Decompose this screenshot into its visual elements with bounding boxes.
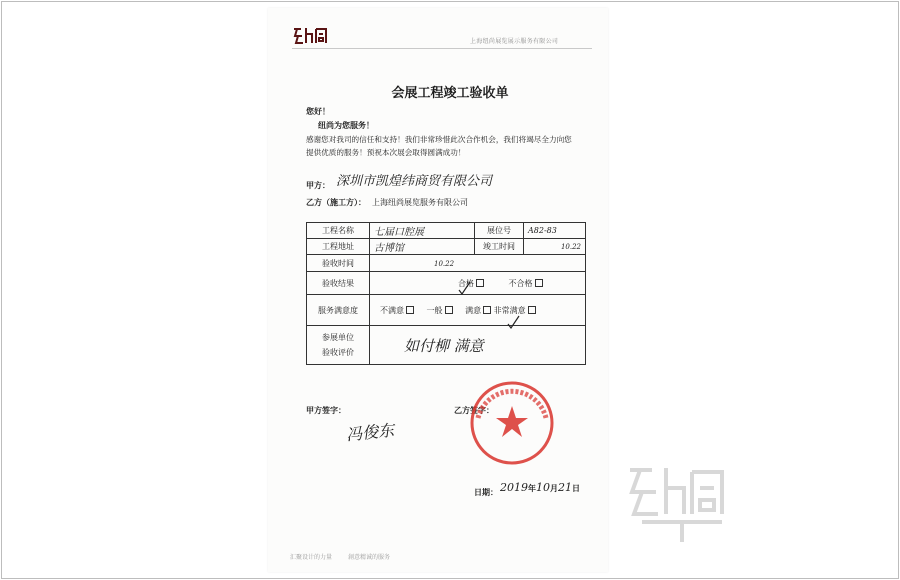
accept-time-label: 验收时间 bbox=[307, 255, 370, 272]
day-char: 日 bbox=[572, 484, 580, 493]
body-text-1: 感谢您对我司的信任和支持！我们非常珍惜此次合作机会，我们将竭尽全力向您 bbox=[306, 135, 572, 144]
project-name-label: 工程名称 bbox=[307, 223, 370, 239]
satisfied-check-mark bbox=[505, 314, 521, 332]
normal-checkbox bbox=[445, 306, 453, 314]
project-name-handwritten: 七届口腔展 bbox=[374, 227, 424, 238]
header-divider bbox=[292, 48, 592, 49]
pass-label: 合格 bbox=[458, 278, 474, 288]
date-label: 日期： bbox=[474, 488, 498, 497]
very-satisfied-checkbox bbox=[528, 306, 536, 314]
eval-label-line-2: 验收评价 bbox=[322, 348, 354, 357]
acceptance-table bbox=[306, 222, 586, 365]
header-company-name: 上海纽尚展览展示服务有限公司 bbox=[470, 38, 559, 45]
booth-cell bbox=[524, 223, 586, 239]
pass-checkbox bbox=[476, 279, 484, 287]
normal-label: 一般 bbox=[426, 305, 443, 315]
finish-time-cell bbox=[524, 239, 586, 255]
fail-checkbox bbox=[535, 279, 543, 287]
date-month-handwritten: 10 bbox=[536, 481, 550, 494]
satisfaction-label: 服务满意度 bbox=[307, 295, 370, 326]
footer-right: 創意精诚的服务 bbox=[348, 554, 391, 561]
booth-label: 展位号 bbox=[475, 223, 524, 239]
party-a-sign-label: 甲方签字： bbox=[306, 406, 346, 415]
evaluation-handwritten: 如付柳 满意 bbox=[404, 336, 484, 355]
party-a-handwritten: 深圳市凯煌纬商贸有限公司 bbox=[336, 174, 493, 189]
service-line: 纽尚为您服务！ bbox=[318, 121, 374, 130]
company-seal bbox=[460, 378, 564, 468]
finish-time-handwritten: 10.22 bbox=[560, 243, 581, 251]
booth-handwritten: A82-83 bbox=[528, 226, 557, 235]
project-name-cell bbox=[370, 223, 475, 239]
address-label: 工程地址 bbox=[307, 239, 370, 255]
party-b-sign-label: 乙方签字： bbox=[454, 406, 494, 415]
accept-time-cell bbox=[370, 255, 586, 272]
accept-time-handwritten: 10.22 bbox=[434, 259, 455, 268]
address-cell bbox=[370, 239, 475, 255]
company-logo bbox=[292, 26, 330, 46]
address-handwritten: 古博馆 bbox=[374, 243, 404, 254]
result-cell bbox=[370, 272, 586, 295]
party-a-signature: 冯俊东 bbox=[345, 420, 395, 445]
logo-watermark bbox=[622, 462, 732, 546]
date-line bbox=[500, 481, 580, 494]
footer-left: 汇聚设计的力量 bbox=[290, 554, 333, 561]
eval-label-line-1: 参展单位 bbox=[322, 333, 354, 342]
evaluation-cell bbox=[370, 326, 586, 365]
satisfaction-cell bbox=[370, 295, 586, 326]
very-satisfied-label: 非常满意 bbox=[493, 305, 526, 315]
pass-check-mark bbox=[456, 280, 472, 298]
greeting: 您好！ bbox=[306, 107, 330, 116]
party-b-label: 乙方（施工方）： bbox=[306, 198, 366, 207]
unsatisfied-label: 不满意 bbox=[380, 305, 404, 315]
party-a-label: 甲方： bbox=[306, 181, 330, 190]
date-year-handwritten: 2019 bbox=[500, 481, 528, 494]
date-day-handwritten: 21 bbox=[558, 481, 572, 494]
fail-label: 不合格 bbox=[508, 278, 533, 288]
year-char: 年 bbox=[528, 484, 536, 493]
document-title: 会展工程竣工验收单 bbox=[391, 86, 509, 101]
party-b-value: 上海纽尚展览服务有限公司 bbox=[372, 198, 468, 207]
finish-time-label: 竣工时间 bbox=[475, 239, 524, 255]
evaluation-label-cell bbox=[307, 326, 370, 365]
satisfied-label: 满意 bbox=[465, 305, 482, 315]
satisfied-checkbox bbox=[483, 306, 491, 314]
result-label: 验收结果 bbox=[307, 272, 370, 295]
month-char: 月 bbox=[550, 484, 558, 493]
body-text-2: 提供优质的服务！预祝本次展会取得圆满成功！ bbox=[306, 148, 466, 157]
unsatisfied-checkbox bbox=[406, 306, 414, 314]
